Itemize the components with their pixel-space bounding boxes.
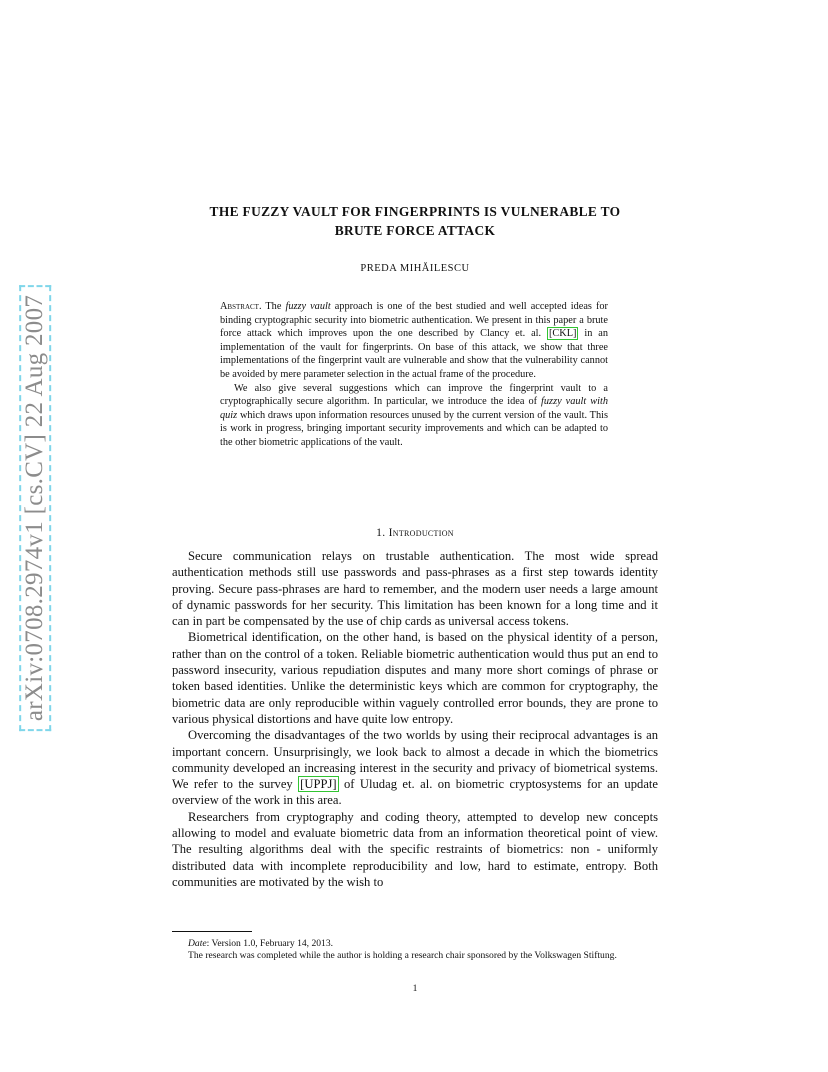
footnotes	[172, 938, 658, 963]
footnote-date-value: : Version 1.0, February 14, 2013.	[206, 938, 334, 949]
abstract-text: approach is one of the best studied and well accepted ideas for binding cryptographic security into biometric authentication. We present in this paper a brute force attack which improves upon the one described by Clancy et. al.	[220, 301, 608, 340]
section-number: 1.	[376, 526, 389, 539]
abstract-text: in an implementation of the vault for fingerprints. On base of this attack, we show that three implementations of the fingerprint vault are vulnerable and show that the vulnerability cannot be avoided by mere parameter selection in the actual frame of the procedure.	[220, 328, 608, 380]
abstract-paragraph-1	[220, 300, 608, 382]
abstract-paragraph-2	[220, 382, 608, 450]
emphasis-fuzzy-vault: fuzzy vault	[285, 301, 331, 312]
abstract-text: The	[261, 301, 286, 312]
body-text	[172, 548, 658, 890]
paper-title	[172, 202, 658, 240]
paper-title-line-2: BRUTE FORCE ATTACK	[334, 223, 496, 238]
abstract-label: Abstract.	[220, 301, 262, 312]
section-title: Introduction	[388, 526, 454, 539]
body-text-span: of Uludag et. al. on biometric cryptosystems for an update overview of the work in this area.	[172, 777, 658, 808]
abstract	[220, 300, 608, 450]
page-number: 1	[412, 983, 418, 994]
footnote-date	[172, 938, 658, 950]
arxiv-identifier-stamp	[18, 258, 52, 758]
footnote-divider	[172, 931, 252, 932]
body-paragraph-2: Biometrical identification, on the other hand, is based on the physical identity of a person, rather than on the control of a token. Reliable biometric authentication would thus put an end to password insecurity, various repudiation disputes and many more short comings of phrase or token based identities. Unlike the deterministic keys which are common for cryptography, the biometric data are only reproducible within vaguely controlled error bounds, they are prone to various physical distortions and have quite low entropy.	[172, 630, 658, 726]
body-paragraph-4: Researchers from cryptography and coding theory, attempted to develop new concepts allowing to model and evaluate biometric data from an information theoretical point of view. The resulting algorithms deal with the specific restraints of biometrics: non - uniformly distributed data with incomplete reproducibility and low, hard to estimate, entropy. Both communities are motivated by the wish to	[172, 809, 658, 889]
body-text-span: Overcoming the disadvantages of the two worlds by using their reciprocal advantages is an important concern. Unsurprisingly, we look back to almost a decade in which the biometrics community developed an increasing interest in the security and privacy of biometrical systems. We refer to the survey	[172, 728, 658, 792]
footnote-research: The research was completed while the author is holding a research chair sponsored by the Volkswagen Stiftung.	[188, 950, 617, 962]
abstract-text: which draws upon information resources unused by the current version of the vault. This is work in progress, bringing important security improvements and which can be adapted to the other biometric applications of the vault.	[220, 409, 608, 448]
footnote-date-label: Date	[188, 938, 207, 949]
body-paragraph-3	[172, 727, 658, 808]
citation-link-ckl[interactable]: [CKL]	[549, 328, 577, 340]
paper-title-line-1: THE FUZZY VAULT FOR FINGERPRINTS IS VULNERABLE TO	[209, 204, 621, 219]
body-paragraph-1: Secure communication relays on trustable authentication. The most wide spread authentication methods still use passwords and pass-phrases as a first step towards identity proving. Secure pass-phrases are hard to remember, and the modern user needs a large amount of dynamic passwords for her security. This limitation has been known for a long time and it can in part be compensated by the use of chip cards as universal access tokens.	[172, 549, 658, 629]
author-name: PREDA MIHĂILESCU	[360, 263, 470, 274]
emphasis-fuzzy-vault-with-quiz: fuzzy vault with quiz	[220, 396, 608, 421]
arxiv-identifier-text: arXiv:0708.2974v1 [cs.CV] 22 Aug 2007	[19, 285, 51, 731]
abstract-text: We also give several suggestions which can improve the fingerprint vault to a cryptographically secure algorithm. In particular, we introduce the idea of	[220, 382, 608, 408]
section-heading-introduction	[172, 526, 658, 539]
citation-link-uppj[interactable]: [UPPJ]	[300, 777, 337, 792]
